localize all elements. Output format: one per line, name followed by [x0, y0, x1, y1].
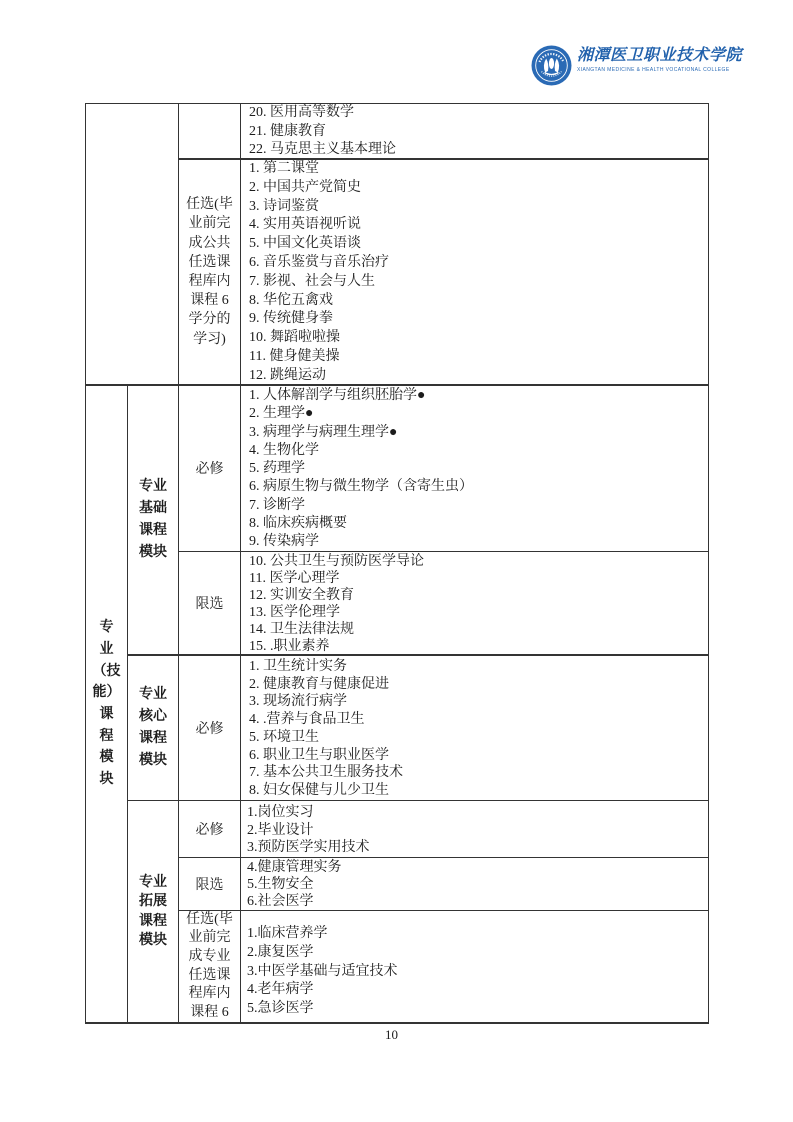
text-line: 21. 健康教育 — [249, 123, 326, 139]
text-line: 课程 — [139, 730, 167, 746]
text-line: 学分的 — [188, 312, 231, 328]
text-line: 10. 公共卫生与预防医学导论 — [249, 554, 424, 569]
group-label-text: 限选 — [195, 597, 224, 612]
text-line: 课程 — [139, 913, 167, 929]
text-line: 块 — [99, 772, 114, 788]
text-line: 模 — [99, 750, 114, 766]
group-label-basic-required — [179, 386, 240, 550]
course-list-extension-elective — [247, 925, 398, 1019]
text-line: 22. 马克思主义基本理论 — [249, 142, 396, 158]
college-name-en: XIANGTAN MEDICINE & HEALTH VOCATIONAL COLLEGE — [577, 67, 730, 73]
text-line: 基础 — [139, 501, 167, 516]
group-label-text: 限选 — [195, 877, 224, 893]
text-line: 2.康复医学 — [247, 944, 314, 960]
text-line: 任选课 — [188, 254, 231, 270]
group-label-extension-elective — [179, 911, 240, 1022]
table-border-bottom — [85, 1022, 709, 1024]
text-line: 专业 — [139, 874, 167, 890]
text-line: 能） — [92, 685, 121, 701]
course-list-public-limited-continued — [249, 104, 396, 160]
text-line: 专 — [99, 620, 114, 636]
text-line: 专业 — [139, 479, 167, 494]
group-label-basic-limited — [179, 552, 240, 654]
text-line: 15. .职业素养 — [249, 639, 330, 655]
text-line: 4.健康管理实务 — [247, 860, 342, 875]
text-line: 模块 — [139, 752, 167, 768]
text-line: 模块 — [139, 545, 167, 560]
course-list-basic-limited — [249, 553, 424, 656]
text-line: 任选(毕 — [186, 911, 233, 927]
group-label-extension-limited — [179, 858, 240, 909]
group-label-core-required — [179, 656, 240, 799]
text-line: 6.社会医学 — [247, 893, 314, 909]
text-line: 9. 传统健身拳 — [249, 311, 333, 327]
course-list-public-elective — [249, 160, 389, 386]
text-line: 专业 — [139, 686, 167, 702]
text-line: 2. 中国共产党简史 — [249, 179, 361, 195]
text-line: 5. 药理学 — [249, 461, 305, 477]
text-line: 3. 诗词鉴赏 — [249, 198, 319, 214]
text-line: 核心 — [139, 708, 167, 724]
text-line: 拓展 — [139, 894, 167, 909]
course-list-core-required — [249, 658, 403, 800]
text-line: 4. 生物化学 — [249, 442, 319, 458]
table-border-top — [85, 103, 709, 104]
text-line: 1. 第二课堂 — [249, 161, 319, 176]
text-line: 成专业 — [188, 948, 231, 964]
module-label-professional-core — [128, 656, 178, 799]
text-line: 2. 健康教育与健康促进 — [249, 676, 389, 692]
text-line: 程库内 — [188, 986, 231, 1002]
text-line: 业前完 — [188, 930, 231, 946]
text-line: 4.老年病学 — [247, 982, 314, 998]
text-line: 12. 实训安全教育 — [249, 588, 354, 604]
group-label-text: 必修 — [195, 822, 224, 838]
text-line: 课程 6 — [190, 293, 229, 309]
text-line: 1. 卫生统计实务 — [249, 659, 347, 674]
table-grid-line — [178, 857, 709, 858]
text-line: 3. 现场流行病学 — [249, 694, 347, 710]
text-line: 8. 华佗五禽戏 — [249, 292, 333, 308]
text-line: 7. 诊断学 — [249, 497, 305, 513]
text-line: 6. 病原生物与微生物学（含寄生虫） — [249, 479, 473, 495]
text-line: 10. 舞蹈啦啦操 — [249, 330, 340, 346]
module-label-professional-extension — [128, 801, 178, 1022]
text-line: 课 — [99, 707, 114, 722]
text-line: 3.中医学基础与适宜技术 — [247, 963, 398, 979]
text-line: 学习) — [193, 331, 226, 347]
college-logo-text — [577, 45, 742, 73]
text-line: 程库内 — [188, 274, 231, 289]
text-line: 13. 医学伦理学 — [249, 605, 340, 621]
group-label-extension-required — [179, 801, 240, 856]
college-name-cn: 湘潭医卫职业技术学院 — [577, 47, 743, 64]
table-grid-line — [240, 103, 241, 1023]
text-line: 5.急诊医学 — [247, 1001, 314, 1017]
page-number: 10 — [385, 1027, 398, 1042]
text-line: 14. 卫生法律法规 — [249, 622, 354, 638]
text-line: 5. 中国文化英语谈 — [249, 236, 361, 252]
course-list-basic-required — [249, 387, 473, 552]
module-label-professional-skill — [86, 386, 127, 1022]
text-line: 8. 临床疾病概要 — [249, 516, 347, 532]
group-label-text: 必修 — [195, 721, 224, 737]
module-label-professional-basic — [128, 386, 178, 654]
course-list-extension-required — [247, 804, 370, 857]
text-line: 模块 — [139, 933, 167, 948]
group-label-text: 必修 — [195, 462, 224, 477]
text-line: 8. 妇女保健与儿少卫生 — [249, 782, 389, 798]
college-logo — [531, 45, 742, 86]
text-line: 任选课 — [188, 967, 231, 983]
text-line: 1.岗位实习 — [247, 805, 314, 820]
group-label-public-elective — [179, 159, 240, 385]
text-line: 1.临床营养学 — [247, 926, 328, 941]
text-line: 11. 健身健美操 — [249, 348, 340, 364]
text-line: （技 — [92, 663, 121, 679]
text-line: 11. 医学心理学 — [249, 571, 340, 587]
text-line: 7. 影视、社会与人生 — [249, 273, 375, 289]
text-line: 3. 病理学与病理生理学● — [249, 424, 398, 440]
text-line: 9. 传染病学 — [249, 534, 319, 550]
text-line: 20. 医用高等数学 — [249, 105, 354, 120]
text-line: 5. 环境卫生 — [249, 729, 319, 745]
text-line: 程 — [99, 728, 114, 744]
text-line: 6. 职业卫生与职业医学 — [249, 747, 389, 763]
text-line: 课程 6 — [190, 1004, 229, 1020]
text-line: 12. 跳绳运动 — [249, 367, 326, 383]
text-line: 3.预防医学实用技术 — [247, 840, 370, 856]
college-logo-emblem — [531, 45, 572, 86]
course-list-extension-limited — [247, 860, 342, 911]
table-border-right — [708, 103, 709, 1023]
text-line: 5.生物安全 — [247, 876, 314, 892]
text-line: 2.毕业设计 — [247, 822, 314, 838]
text-line: 2. 生理学● — [249, 406, 314, 422]
text-line: 业前完 — [188, 216, 231, 232]
text-line: 任选(毕 — [186, 197, 233, 213]
text-line: 4. .营养与食品卫生 — [249, 712, 365, 728]
text-line: 1. 人体解剖学与组织胚胎学● — [249, 388, 426, 403]
text-line: 课程 — [139, 523, 167, 538]
text-line: 成公共 — [188, 235, 231, 251]
text-line: 7. 基本公共卫生服务技术 — [249, 765, 403, 781]
text-line: 业 — [99, 641, 114, 657]
text-line: 4. 实用英语视听说 — [249, 217, 361, 233]
text-line: 6. 音乐鉴赏与音乐治疗 — [249, 254, 389, 270]
